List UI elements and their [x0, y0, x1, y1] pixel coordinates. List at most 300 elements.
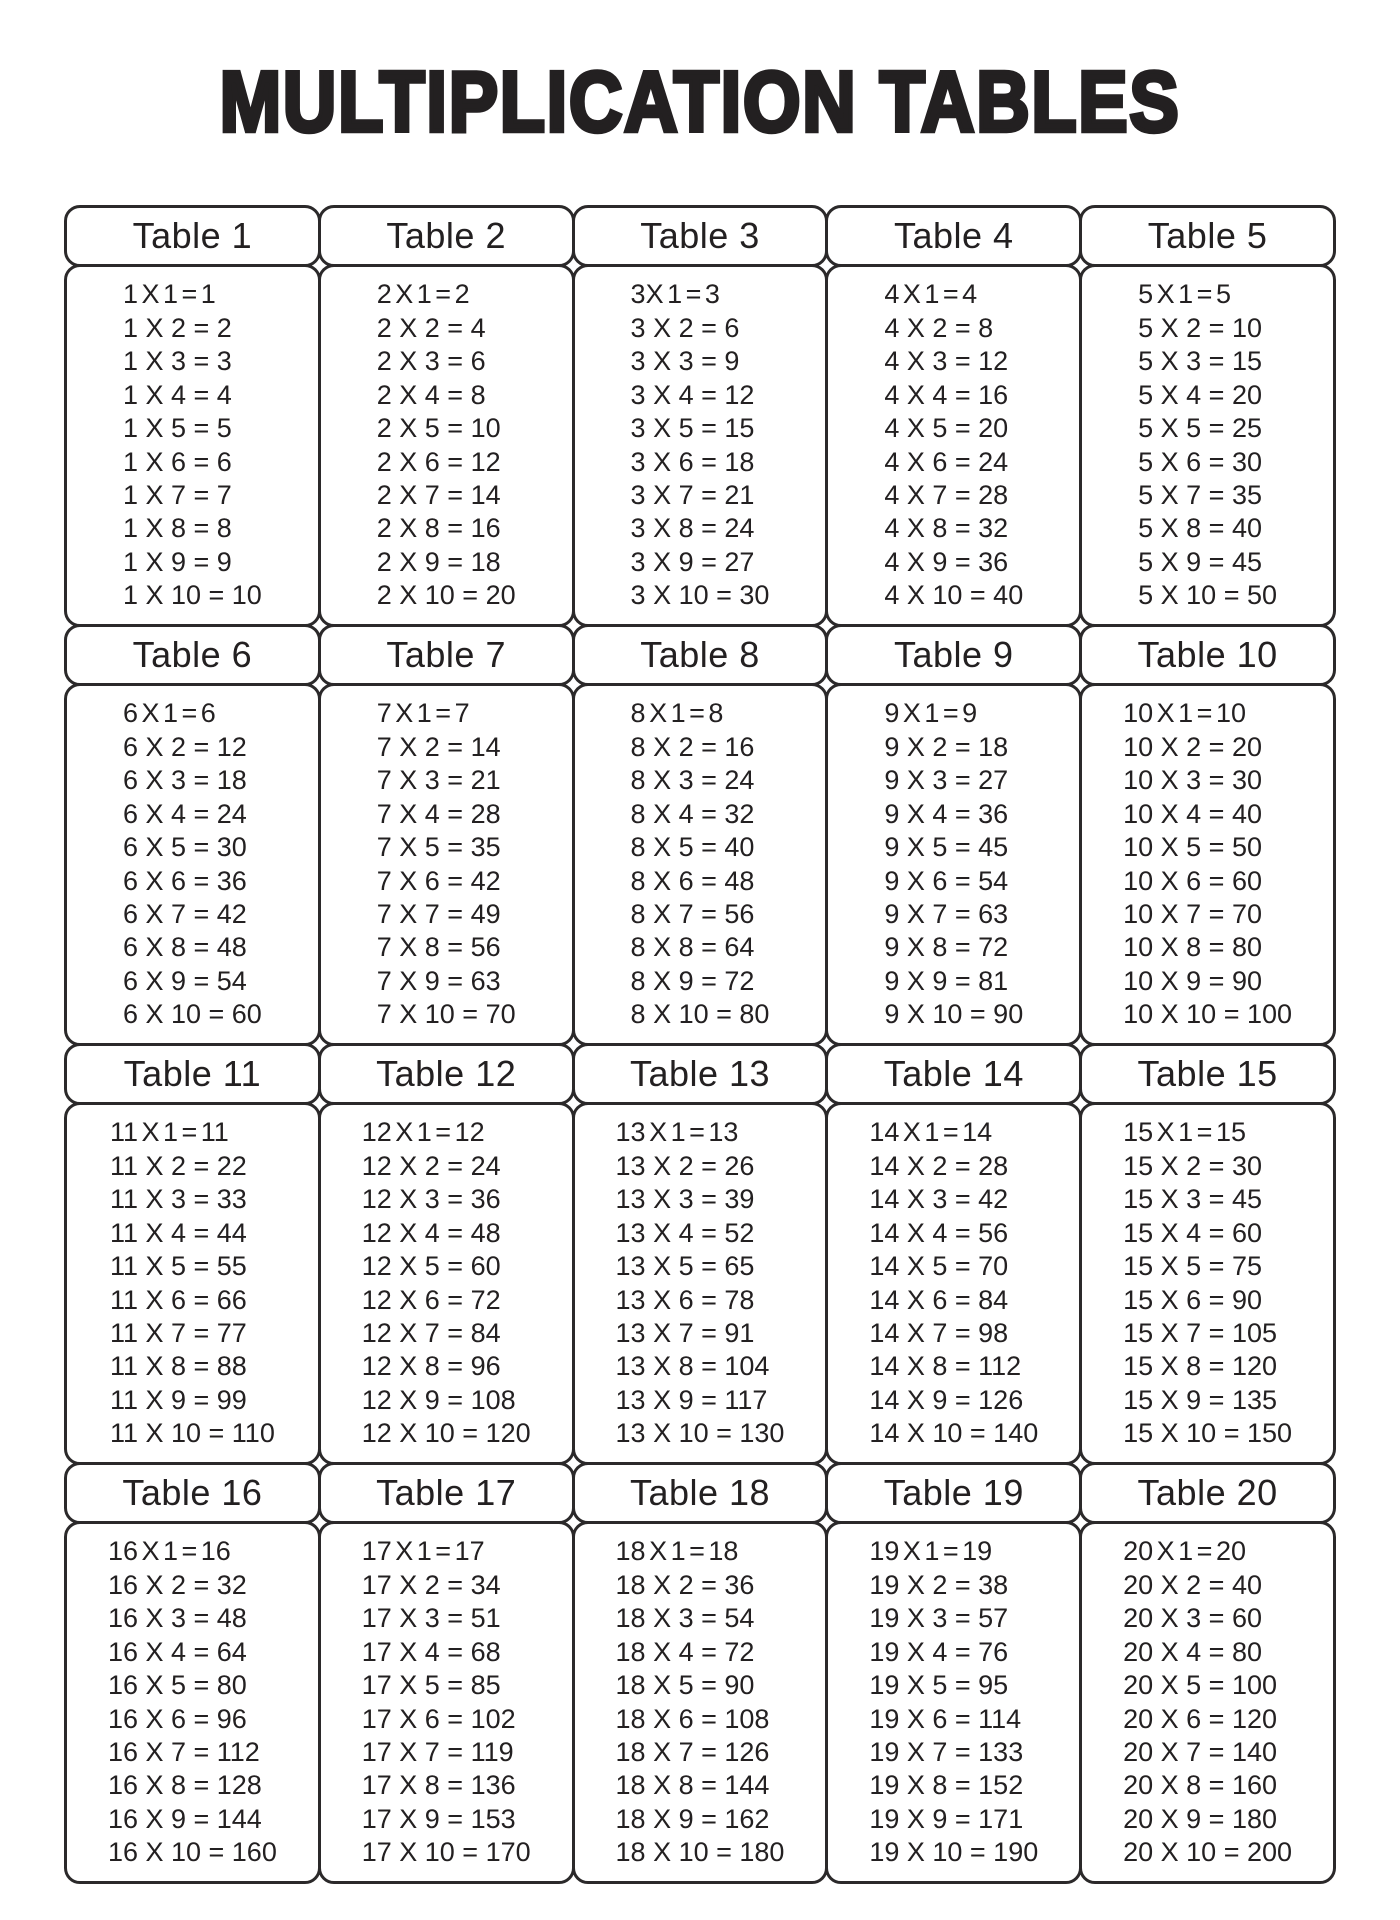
multiplication-table [1079, 624, 1336, 1046]
table-title: Table 5 [1147, 215, 1268, 256]
table-row: 3 X 2 = 6 [630, 312, 740, 343]
table-row: 18 X 1 = 18 [615, 1536, 739, 1567]
table-row: 20 X 2 = 40 [1123, 1569, 1262, 1600]
table-body [64, 264, 321, 627]
multiplication-table [825, 1043, 1082, 1465]
table-title: Table 3 [640, 215, 760, 256]
table-row: 13 X 8 = 104 [615, 1351, 770, 1382]
table-body [572, 683, 829, 1046]
table-row: 3 X 6 = 18 [630, 446, 755, 477]
table-row: 5 X 9 = 45 [1138, 546, 1262, 577]
table-row: 15 X 10 = 150 [1123, 1418, 1293, 1449]
table-body [825, 1102, 1082, 1465]
table-row: 5 X 10 = 50 [1138, 580, 1278, 611]
table-header [572, 624, 829, 686]
table-header [825, 205, 1082, 267]
table-row: 15 X 3 = 45 [1123, 1184, 1262, 1215]
table-row: 2 X 5 = 10 [376, 413, 501, 444]
table-row: 1 X 9 = 9 [122, 546, 232, 577]
table-title: Table 19 [883, 1472, 1024, 1513]
table-rows [1123, 1535, 1292, 1869]
table-section-row [64, 624, 1336, 1046]
table-row: 16 X 7 = 112 [107, 1736, 260, 1767]
multiplication-table [318, 624, 575, 1046]
table-row: 3 X 4 = 12 [630, 379, 755, 410]
table-row: 19 X 1 = 19 [869, 1536, 993, 1567]
table-row: 10 X 9 = 90 [1123, 965, 1262, 996]
table-row: 7 X 5 = 35 [376, 832, 501, 863]
table-section-row [64, 1043, 1336, 1465]
table-body [64, 1102, 321, 1465]
table-rows [616, 1116, 785, 1450]
table-row: 12 X 6 = 72 [361, 1284, 501, 1315]
table-row: 15 X 1 = 15 [1123, 1117, 1246, 1148]
table-title: Table 1 [132, 215, 253, 256]
table-row: 16 X 6 = 96 [107, 1703, 247, 1734]
table-row: 5 X 3 = 15 [1138, 346, 1262, 377]
table-row: 18 X 9 = 162 [615, 1803, 770, 1834]
table-row: 9 X 9 = 81 [884, 965, 1009, 996]
table-row: 7 X 9 = 63 [376, 965, 501, 996]
table-row: 19 X 4 = 76 [869, 1636, 1009, 1667]
table-row: 19 X 2 = 38 [869, 1569, 1009, 1600]
table-row: 7 X 10 = 70 [376, 999, 516, 1030]
table-rows [108, 1535, 277, 1869]
table-row: 6 X 9 = 54 [122, 965, 247, 996]
table-row: 17 X 9 = 153 [361, 1803, 516, 1834]
table-row: 11 X 1 = 11 [109, 1117, 229, 1148]
table-row: 6 X 6 = 36 [122, 865, 247, 896]
table-row: 19 X 5 = 95 [869, 1670, 1009, 1701]
table-row: 16 X 9 = 144 [107, 1803, 262, 1834]
table-row: 16 X 8 = 128 [107, 1770, 262, 1801]
table-header [572, 1462, 829, 1524]
table-row: 3 X 10 = 30 [630, 580, 770, 611]
table-rows [869, 1116, 1038, 1450]
tables-grid [64, 205, 1336, 1884]
table-body [572, 1102, 829, 1465]
table-row: 18 X 2 = 36 [615, 1569, 755, 1600]
table-row: 13 X 9 = 117 [615, 1384, 768, 1415]
table-title: Table 14 [883, 1053, 1024, 1094]
table-row: 18 X 10 = 180 [615, 1837, 785, 1868]
table-row: 9 X 7 = 63 [884, 898, 1009, 929]
table-row: 19 X 7 = 133 [869, 1736, 1024, 1767]
multiplication-table [64, 1043, 321, 1465]
table-row: 1 X 10 = 10 [122, 580, 262, 611]
table-row: 4 X 5 = 20 [884, 413, 1009, 444]
table-rows [616, 1535, 785, 1869]
table-row: 14 X 10 = 140 [869, 1418, 1039, 1449]
table-row: 1 X 5 = 5 [122, 413, 232, 444]
table-row: 6 X 7 = 42 [122, 898, 247, 929]
table-rows [123, 278, 262, 612]
table-row: 14 X 3 = 42 [869, 1184, 1009, 1215]
table-row: 6 X 5 = 30 [122, 832, 247, 863]
table-row: 20 X 9 = 180 [1123, 1803, 1278, 1834]
table-body [825, 683, 1082, 1046]
table-row: 15 X 8 = 120 [1123, 1351, 1278, 1382]
table-header [318, 1043, 575, 1105]
table-title: Table 20 [1137, 1472, 1278, 1513]
table-row: 9 X 1 = 9 [884, 698, 978, 729]
table-row: 15 X 4 = 60 [1123, 1217, 1262, 1248]
table-row: 12 X 8 = 96 [361, 1351, 501, 1382]
table-row: 4 X 3 = 12 [884, 346, 1009, 377]
table-row: 11 X 8 = 88 [109, 1351, 247, 1382]
table-row: 14 X 8 = 112 [869, 1351, 1022, 1382]
table-row: 9 X 10 = 90 [884, 999, 1024, 1030]
table-row: 8 X 9 = 72 [630, 965, 755, 996]
table-row: 9 X 6 = 54 [884, 865, 1009, 896]
table-body [318, 1102, 575, 1465]
table-row: 8 X 7 = 56 [630, 898, 755, 929]
table-row: 2 X 10 = 20 [376, 580, 516, 611]
table-row: 20 X 5 = 100 [1123, 1670, 1278, 1701]
table-row: 16 X 5 = 80 [107, 1670, 247, 1701]
table-row: 13 X 10 = 130 [615, 1418, 785, 1449]
table-row: 11 X 5 = 55 [109, 1251, 247, 1282]
table-row: 2 X 6 = 12 [376, 446, 501, 477]
multiplication-table [318, 205, 575, 627]
table-row: 15 X 9 = 135 [1123, 1384, 1278, 1415]
table-title: Table 2 [386, 215, 506, 256]
table-title: Table 16 [122, 1472, 263, 1513]
multiplication-table [318, 1043, 575, 1465]
table-row: 12 X 7 = 84 [361, 1317, 501, 1348]
table-row: 8 X 5 = 40 [630, 832, 755, 863]
table-row: 7 X 7 = 49 [376, 898, 501, 929]
table-row: 9 X 4 = 36 [884, 798, 1009, 829]
multiplication-table [1079, 1043, 1336, 1465]
page-title: MULTIPLICATION TABLES [219, 55, 1181, 150]
table-row: 6 X 1 = 6 [122, 698, 216, 729]
table-row: 10 X 5 = 50 [1123, 832, 1262, 863]
table-row: 13 X 3 = 39 [615, 1184, 755, 1215]
table-body [572, 264, 829, 627]
table-row: 4 X 4 = 16 [884, 379, 1009, 410]
table-row: 8 X 3 = 24 [630, 765, 755, 796]
table-row: 6 X 3 = 18 [122, 765, 247, 796]
table-header [64, 1462, 321, 1524]
table-row: 17 X 4 = 68 [361, 1636, 501, 1667]
table-row: 17 X 8 = 136 [361, 1770, 516, 1801]
table-row: 18 X 5 = 90 [615, 1670, 755, 1701]
table-row: 13 X 5 = 65 [615, 1251, 755, 1282]
table-row: 15 X 7 = 105 [1123, 1317, 1278, 1348]
table-rows [1123, 697, 1292, 1031]
table-row: 14 X 2 = 28 [869, 1150, 1009, 1181]
table-row: 12 X 9 = 108 [361, 1384, 516, 1415]
table-row: 18 X 3 = 54 [615, 1603, 755, 1634]
table-row: 13 X 4 = 52 [615, 1217, 755, 1248]
table-body [1079, 683, 1336, 1046]
table-row: 1 X 6 = 6 [122, 446, 232, 477]
table-header [1079, 624, 1336, 686]
table-header [64, 205, 321, 267]
table-title: Table 7 [386, 634, 506, 675]
table-row: 18 X 8 = 144 [615, 1770, 770, 1801]
table-row: 4 X 9 = 36 [884, 546, 1009, 577]
table-row: 11 X 3 = 33 [109, 1184, 247, 1215]
table-row: 1 X 2 = 2 [122, 312, 232, 343]
table-row: 20 X 1 = 20 [1123, 1536, 1246, 1567]
table-row: 2 X 3 = 6 [376, 346, 486, 377]
table-title: Table 15 [1137, 1053, 1278, 1094]
table-body [1079, 264, 1336, 627]
table-row: 11 X 10 = 110 [109, 1418, 275, 1449]
table-row: 5 X 2 = 10 [1138, 312, 1262, 343]
table-row: 3 X 7 = 21 [630, 479, 755, 510]
table-row: 19 X 9 = 171 [869, 1803, 1024, 1834]
table-body [825, 1521, 1082, 1884]
table-row: 11 X 2 = 22 [109, 1150, 247, 1181]
table-title: Table 8 [640, 634, 760, 675]
multiplication-table [572, 1462, 829, 1884]
table-row: 7 X 2 = 14 [376, 731, 501, 762]
table-row: 8 X 1 = 8 [630, 698, 724, 729]
table-row: 10 X 1 = 10 [1123, 698, 1246, 729]
table-body [572, 1521, 829, 1884]
table-row: 11 X 9 = 99 [109, 1384, 247, 1415]
table-row: 19 X 10 = 190 [869, 1837, 1039, 1868]
table-row: 10 X 4 = 40 [1123, 798, 1262, 829]
table-row: 18 X 6 = 108 [615, 1703, 770, 1734]
table-row: 15 X 2 = 30 [1123, 1150, 1262, 1181]
table-row: 5 X 8 = 40 [1138, 513, 1262, 544]
table-body [1079, 1521, 1336, 1884]
multiplication-table [572, 1043, 829, 1465]
table-row: 8 X 2 = 16 [630, 731, 755, 762]
table-row: 10 X 6 = 60 [1123, 865, 1262, 896]
multiplication-table [318, 1462, 575, 1884]
table-row: 16 X 1 = 16 [107, 1536, 231, 1567]
table-row: 4 X 7 = 28 [884, 479, 1009, 510]
table-row: 12 X 3 = 36 [361, 1184, 501, 1215]
table-row: 8 X 4 = 32 [630, 798, 755, 829]
table-row: 18 X 4 = 72 [615, 1636, 755, 1667]
table-row: 4 X 2 = 8 [884, 312, 994, 343]
table-header [572, 1043, 829, 1105]
table-rows [110, 1116, 275, 1450]
table-title: Table 4 [893, 215, 1014, 256]
multiplication-table [64, 205, 321, 627]
table-row: 7 X 1 = 7 [376, 698, 470, 729]
table-rows [869, 1535, 1038, 1869]
table-row: 8 X 8 = 64 [630, 932, 755, 963]
table-row: 6 X 8 = 48 [122, 932, 247, 963]
table-row: 12 X 10 = 120 [361, 1418, 531, 1449]
table-row: 3X 1 = 3 [630, 279, 720, 310]
table-header [64, 1043, 321, 1105]
table-row: 15 X 5 = 75 [1123, 1251, 1262, 1282]
table-row: 3 X 9 = 27 [630, 546, 755, 577]
table-title: Table 12 [376, 1053, 517, 1094]
table-row: 6 X 10 = 60 [122, 999, 262, 1030]
table-header [318, 205, 575, 267]
table-row: 14 X 4 = 56 [869, 1217, 1009, 1248]
table-row: 17 X 2 = 34 [361, 1569, 501, 1600]
table-row: 8 X 10 = 80 [630, 999, 770, 1030]
table-row: 5 X 4 = 20 [1138, 379, 1262, 410]
table-row: 20 X 10 = 200 [1123, 1837, 1293, 1868]
table-rows [362, 1116, 531, 1450]
table-row: 14 X 1 = 14 [869, 1117, 993, 1148]
table-header [825, 1043, 1082, 1105]
table-row: 20 X 4 = 80 [1123, 1636, 1262, 1667]
table-row: 12 X 2 = 24 [361, 1150, 501, 1181]
table-row: 17 X 6 = 102 [361, 1703, 516, 1734]
table-title: Table 13 [629, 1053, 771, 1094]
table-row: 11 X 6 = 66 [109, 1284, 247, 1315]
table-row: 19 X 3 = 57 [869, 1603, 1009, 1634]
table-header [825, 1462, 1082, 1524]
table-row: 7 X 4 = 28 [376, 798, 501, 829]
table-body [1079, 1102, 1336, 1465]
table-row: 2 X 8 = 16 [376, 513, 501, 544]
table-row: 2 X 9 = 18 [376, 546, 501, 577]
table-row: 15 X 6 = 90 [1123, 1284, 1262, 1315]
table-row: 18 X 7 = 126 [615, 1736, 770, 1767]
table-body [318, 683, 575, 1046]
table-row: 6 X 2 = 12 [122, 731, 247, 762]
table-rows [377, 697, 516, 1031]
table-row: 5 X 7 = 35 [1138, 479, 1262, 510]
table-row: 16 X 3 = 48 [107, 1603, 247, 1634]
table-row: 17 X 1 = 17 [361, 1536, 485, 1567]
table-header [64, 624, 321, 686]
table-row: 14 X 6 = 84 [869, 1284, 1009, 1315]
table-row: 19 X 6 = 114 [869, 1703, 1022, 1734]
table-row: 1 X 4 = 4 [122, 379, 232, 410]
table-title: Table 17 [376, 1472, 517, 1513]
multiplication-table [572, 624, 829, 1046]
table-rows [631, 278, 770, 612]
table-row: 13 X 7 = 91 [615, 1317, 755, 1348]
table-row: 12 X 4 = 48 [361, 1217, 501, 1248]
table-row: 6 X 4 = 24 [122, 798, 247, 829]
table-row: 9 X 3 = 27 [884, 765, 1009, 796]
table-rows [1138, 278, 1277, 612]
table-row: 7 X 8 = 56 [376, 932, 501, 963]
table-row: 9 X 8 = 72 [884, 932, 1009, 963]
table-row: 16 X 4 = 64 [107, 1636, 247, 1667]
table-row: 2 X 7 = 14 [376, 479, 501, 510]
table-row: 1 X 7 = 7 [122, 479, 232, 510]
table-row: 13 X 2 = 26 [615, 1150, 755, 1181]
table-rows [362, 1535, 531, 1869]
table-title: Table 9 [893, 634, 1014, 675]
table-row: 4 X 6 = 24 [884, 446, 1009, 477]
table-rows [1123, 1116, 1292, 1450]
table-row: 11 X 4 = 44 [109, 1217, 247, 1248]
table-body [318, 1521, 575, 1884]
table-row: 10 X 7 = 70 [1123, 898, 1262, 929]
table-row: 17 X 7 = 119 [361, 1736, 514, 1767]
table-row: 10 X 3 = 30 [1123, 765, 1262, 796]
table-rows [123, 697, 262, 1031]
table-row: 17 X 3 = 51 [361, 1603, 501, 1634]
table-header [1079, 205, 1336, 267]
multiplication-table [825, 205, 1082, 627]
table-section-row [64, 1462, 1336, 1884]
table-row: 1 X 1 = 1 [122, 279, 216, 310]
table-title: Table 18 [629, 1472, 771, 1513]
table-row: 8 X 6 = 48 [630, 865, 755, 896]
table-row: 11 X 7 = 77 [109, 1317, 247, 1348]
table-row: 12 X 1 = 12 [361, 1117, 485, 1148]
multiplication-table [825, 624, 1082, 1046]
table-row: 19 X 8 = 152 [869, 1770, 1024, 1801]
table-title: Table 6 [132, 634, 253, 675]
table-rows [884, 278, 1023, 612]
table-row: 20 X 3 = 60 [1123, 1603, 1262, 1634]
table-row: 3 X 8 = 24 [630, 513, 755, 544]
table-row: 4 X 8 = 32 [884, 513, 1009, 544]
table-row: 13 X 1 = 13 [615, 1117, 739, 1148]
table-row: 14 X 9 = 126 [869, 1384, 1024, 1415]
table-row: 9 X 2 = 18 [884, 731, 1009, 762]
table-row: 7 X 3 = 21 [376, 765, 501, 796]
table-row: 20 X 7 = 140 [1123, 1736, 1278, 1767]
table-row: 13 X 6 = 78 [615, 1284, 755, 1315]
table-row: 4 X 1 = 4 [884, 279, 978, 310]
table-row: 2 X 1 = 2 [376, 279, 470, 310]
table-row: 17 X 10 = 170 [361, 1837, 531, 1868]
table-body [825, 264, 1082, 627]
table-header [825, 624, 1082, 686]
multiplication-table [825, 1462, 1082, 1884]
table-row: 10 X 10 = 100 [1123, 999, 1293, 1030]
table-row: 16 X 10 = 160 [107, 1837, 277, 1868]
table-header [1079, 1043, 1336, 1105]
table-body [64, 683, 321, 1046]
table-row: 12 X 5 = 60 [361, 1251, 501, 1282]
table-body [318, 264, 575, 627]
table-row: 14 X 7 = 98 [869, 1317, 1009, 1348]
table-body [64, 1521, 321, 1884]
table-rows [884, 697, 1023, 1031]
table-row: 5 X 5 = 25 [1138, 413, 1262, 444]
table-rows [631, 697, 770, 1031]
table-header [318, 624, 575, 686]
table-title: Table 10 [1137, 634, 1278, 675]
table-row: 10 X 8 = 80 [1123, 932, 1262, 963]
table-row: 1 X 3 = 3 [122, 346, 232, 377]
table-row: 7 X 6 = 42 [376, 865, 501, 896]
table-header [318, 1462, 575, 1524]
table-row: 20 X 6 = 120 [1123, 1703, 1278, 1734]
table-header [1079, 1462, 1336, 1524]
table-rows [377, 278, 516, 612]
table-section-row [64, 205, 1336, 627]
table-row: 14 X 5 = 70 [869, 1251, 1009, 1282]
table-title: Table 11 [123, 1053, 262, 1094]
table-row: 2 X 2 = 4 [376, 312, 486, 343]
table-row: 1 X 8 = 8 [122, 513, 232, 544]
multiplication-table [64, 624, 321, 1046]
table-row: 17 X 5 = 85 [361, 1670, 501, 1701]
table-row: 5 X 1 = 5 [1138, 279, 1231, 310]
table-row: 16 X 2 = 32 [107, 1569, 247, 1600]
table-row: 3 X 5 = 15 [630, 413, 755, 444]
table-row: 3 X 3 = 9 [630, 346, 740, 377]
table-row: 4 X 10 = 40 [884, 580, 1024, 611]
table-row: 5 X 6 = 30 [1138, 446, 1262, 477]
table-row: 9 X 5 = 45 [884, 832, 1009, 863]
table-row: 2 X 4 = 8 [376, 379, 486, 410]
table-header [572, 205, 829, 267]
